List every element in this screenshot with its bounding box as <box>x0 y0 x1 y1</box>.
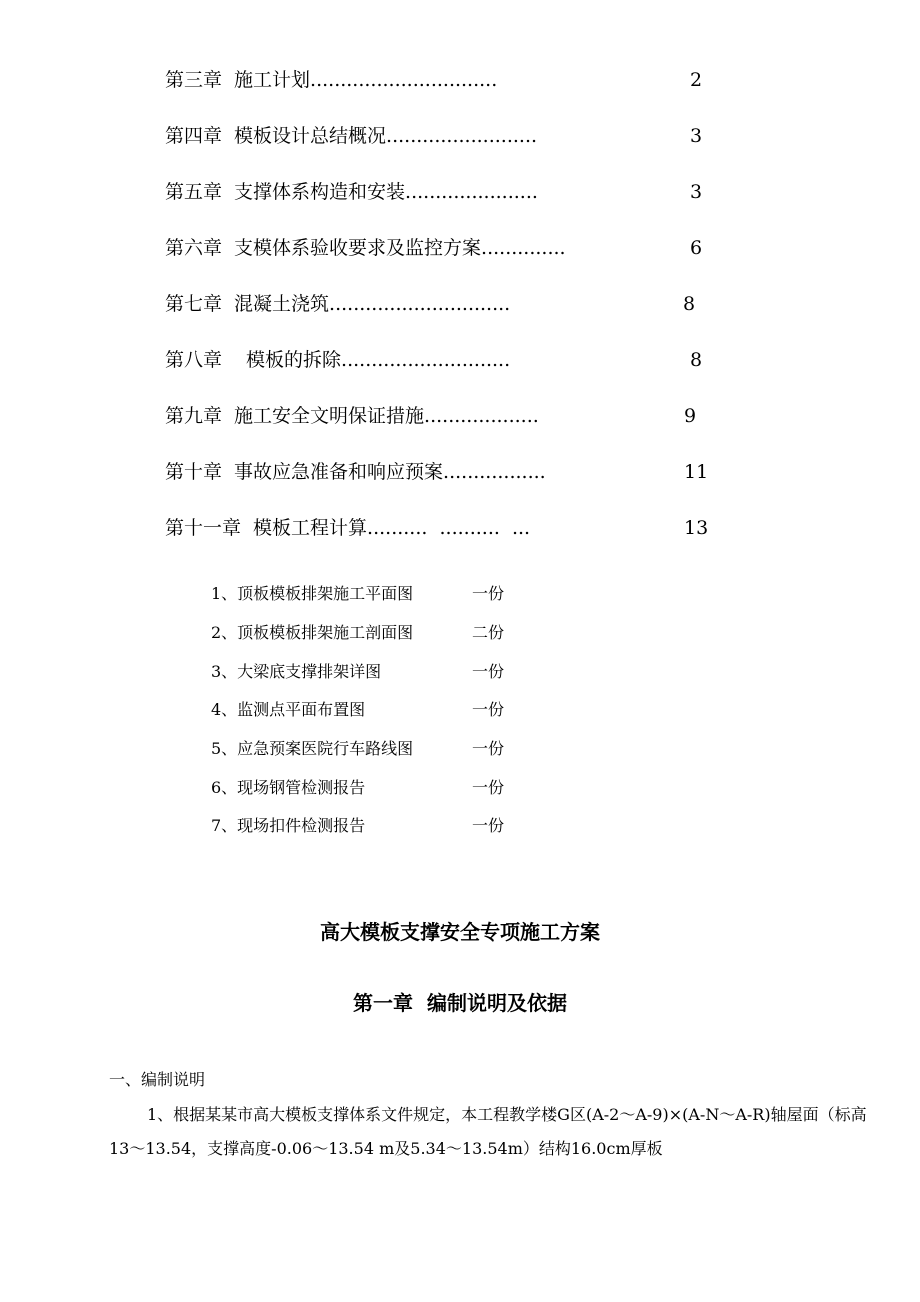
toc-leader-dots: ......................... <box>386 125 538 147</box>
toc-chapter-label: 第三章 <box>165 69 223 91</box>
toc-leader-dots: ...................... <box>405 181 538 203</box>
toc-leader-dots: ................... <box>424 405 539 427</box>
toc-title: 施工安全文明保证措施 <box>234 405 425 427</box>
toc-chapter-label: 第七章 <box>165 293 223 315</box>
attachment-name: 5、应急预案医院行车路线图 <box>211 739 414 758</box>
chapter-heading: 第一章 编制说明及依据 <box>353 991 567 1015</box>
attachment-name: 1、顶板模板排架施工平面图 <box>211 584 414 603</box>
toc-chapter-label: 第十章 <box>165 461 223 483</box>
toc-leader-dots: ............................... <box>310 69 498 91</box>
toc-title: 混凝土浇筑 <box>234 293 330 315</box>
toc-chapter-label: 第十一章 <box>165 517 242 539</box>
toc-page-number: 9 <box>684 405 697 427</box>
toc-leader-dots: .......... .......... ... <box>367 517 531 539</box>
toc-title: 事故应急准备和响应预案 <box>234 461 444 483</box>
attachment-count: 一份 <box>472 584 505 603</box>
toc-leader-dots: .............................. <box>329 293 511 315</box>
section-heading: 一、编制说明 <box>109 1070 206 1089</box>
toc-chapter-label: 第四章 <box>165 125 223 147</box>
attachment-count: 一份 <box>472 778 505 797</box>
toc-leader-dots: ............................ <box>341 349 511 371</box>
toc-entry-chapter-11 <box>165 513 709 543</box>
toc-page-number: 13 <box>684 517 709 539</box>
document-title: 高大模板支撑安全专项施工方案 <box>320 920 600 944</box>
toc-page-number: 3 <box>690 181 703 203</box>
attachment-item <box>211 620 505 646</box>
attachment-item <box>211 736 505 762</box>
toc-entry-chapter-3 <box>165 65 703 95</box>
toc-page-number: 11 <box>684 461 709 483</box>
attachment-count: 一份 <box>472 700 505 719</box>
toc-title: 支撑体系构造和安装 <box>234 181 406 203</box>
toc-entry-chapter-4 <box>165 121 703 151</box>
toc-entry-chapter-6 <box>165 233 703 263</box>
attachment-name: 7、现场扣件检测报告 <box>211 816 366 835</box>
toc-chapter-label: 第八章 <box>165 349 223 371</box>
attachment-count: 二份 <box>472 623 505 642</box>
toc-leader-dots: .............. <box>481 237 566 259</box>
attachment-name: 4、监测点平面布置图 <box>211 700 366 719</box>
toc-title: 模板设计总结概况 <box>234 125 387 147</box>
toc-chapter-label: 第九章 <box>165 405 223 427</box>
attachment-item <box>211 775 505 801</box>
attachment-item <box>211 581 505 607</box>
attachment-item <box>211 659 505 685</box>
attachment-name: 6、现场钢管检测报告 <box>211 778 366 797</box>
attachment-item <box>211 697 505 723</box>
toc-page-number: 8 <box>683 293 696 315</box>
attachment-count: 一份 <box>472 816 505 835</box>
toc-entry-chapter-8 <box>165 345 703 375</box>
toc-chapter-label: 第五章 <box>165 181 223 203</box>
toc-title: 模板工程计算 <box>253 517 368 539</box>
attachment-count: 一份 <box>472 739 505 758</box>
toc-title: 施工计划 <box>234 69 311 91</box>
toc-entry-chapter-10 <box>165 457 709 487</box>
toc-page-number: 2 <box>690 69 703 91</box>
toc-chapter-label: 第六章 <box>165 237 223 259</box>
toc-page-number: 3 <box>690 125 703 147</box>
attachment-name: 2、顶板模板排架施工剖面图 <box>211 623 414 642</box>
body-paragraph: 1、根据某某市高大模板支撑体系文件规定，本工程教学楼G区(A-2～A-9)×(A-N～A-R)轴屋面（标高13～13.54，支撑高度-0.06～13.54 m及5.34～13.54m）结构16.0cm厚板 <box>109 1105 867 1158</box>
attachment-count: 一份 <box>472 662 505 681</box>
toc-page-number: 8 <box>690 349 703 371</box>
toc-entry-chapter-5 <box>165 177 703 207</box>
toc-title: 模板的拆除 <box>246 349 342 371</box>
toc-leader-dots: ................. <box>443 461 546 483</box>
toc-page-number: 6 <box>690 237 703 259</box>
attachment-item <box>211 813 505 839</box>
toc-title: 支模体系验收要求及监控方案 <box>234 237 482 259</box>
attachment-name: 3、大梁底支撑排架详图 <box>211 662 382 681</box>
toc-entry-chapter-7 <box>165 289 696 319</box>
toc-entry-chapter-9 <box>165 401 697 431</box>
